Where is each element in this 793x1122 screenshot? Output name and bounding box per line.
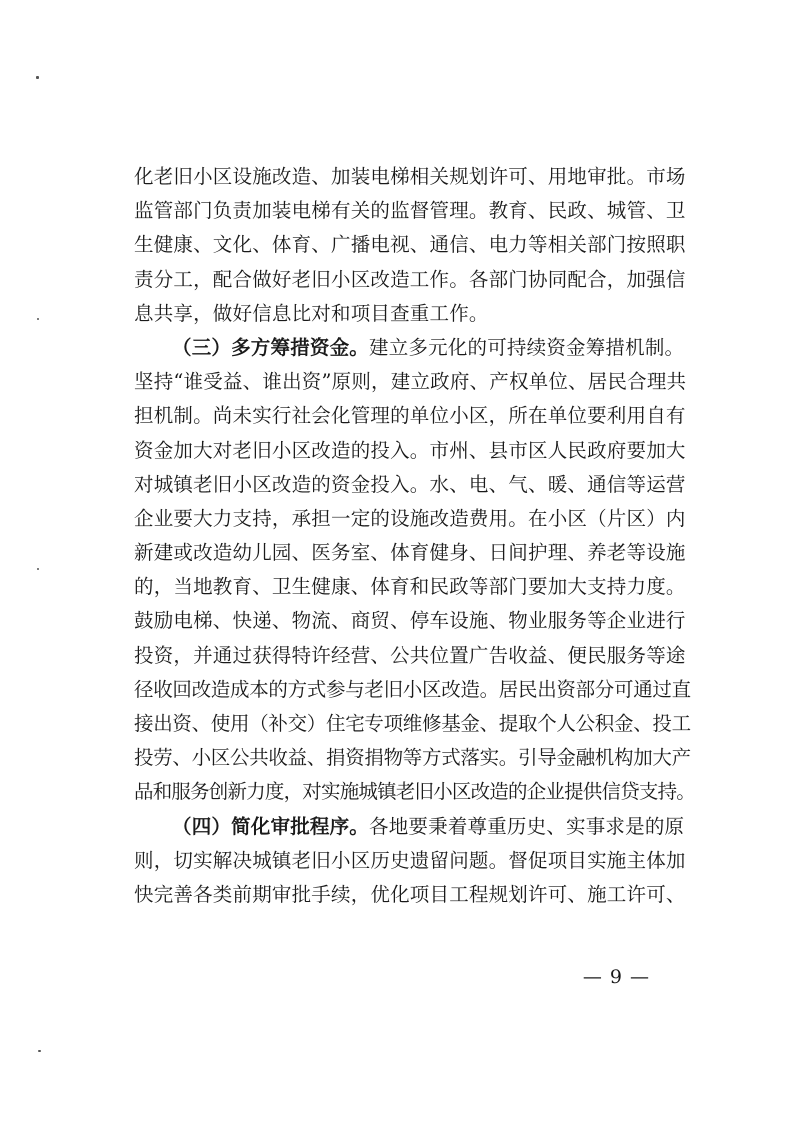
section-3-line: 担机制。尚未实行社会化管理的单位小区，所在单位要利用自有 — [134, 404, 686, 428]
scan-speck — [37, 568, 39, 570]
section-3-first-line-text: 建立多元化的可持续资金筹措机制。 — [369, 335, 685, 359]
section-3-heading: （三）多方筹措资金。 — [172, 335, 370, 359]
page-number: — 9 — — [582, 966, 650, 988]
section-3-line: 投资，并通过获得特许经营、公共位置广告收益、便民服务等途 — [134, 643, 686, 667]
paragraph-line: 责分工，配合做好老旧小区改造工作。各部门协同配合，加强信 — [134, 267, 686, 291]
section-3-line: 坚持“谁受益、谁出资”原则，建立政府、产权单位、居民合理共 — [134, 370, 687, 394]
section-3-line: 企业要大力支持，承担一定的设施改造费用。在小区（片区）内 — [134, 506, 686, 530]
section-4-first-line — [134, 810, 685, 844]
paragraph-line: 息共享，做好信息比对和项目查重工作。 — [134, 301, 489, 325]
section-4-line: 快完善各类前期审批手续，优化项目工程规划许可、施工许可、 — [134, 882, 686, 906]
section-3-first-line — [134, 331, 685, 365]
scan-speck — [37, 318, 39, 320]
scan-speck — [36, 76, 39, 79]
section-3-line: 对城镇老旧小区改造的资金投入。水、电、气、暖、通信等运营 — [134, 472, 686, 496]
paragraph-line: 生健康、文化、体育、广播电视、通信、电力等相关部门按照职 — [134, 233, 686, 257]
section-4-heading: （四）简化审批程序。 — [172, 814, 370, 838]
scan-speck — [38, 1050, 41, 1052]
paragraph-line: 监管部门负责加装电梯有关的监督管理。教育、民政、城管、卫 — [134, 199, 686, 223]
section-3-line: 投劳、小区公共收益、捐资捐物等方式落实。引导金融机构加大产 — [134, 746, 691, 770]
section-4-line: 则，切实解决城镇老旧小区历史遗留问题。督促项目实施主体加 — [134, 848, 686, 872]
section-4-first-line-text: 各地要秉着尊重历史、实事求是的原 — [369, 814, 685, 838]
paragraph-line: 化老旧小区设施改造、加装电梯相关规划许可、用地审批。市场 — [134, 165, 686, 188]
section-3-line: 接出资、使用（补交）住宅专项维修基金、提取个人公积金、投工 — [134, 712, 691, 735]
section-3-line: 品和服务创新力度，对实施城镇老旧小区改造的企业提供信贷支持。 — [134, 780, 696, 804]
body-text — [134, 160, 696, 912]
section-3-line: 新建或改造幼儿园、医务室、体育健身、日间护理、养老等设施 — [134, 541, 686, 565]
section-3-line: 鼓励电梯、快递、物流、商贸、停车设施、物业服务等企业进行 — [134, 609, 686, 633]
section-3-line: 径收回改造成本的方式参与老旧小区改造。居民出资部分可通过直 — [134, 677, 691, 701]
section-3-line: 资金加大对老旧小区改造的投入。市州、县市区人民政府要加大 — [134, 438, 686, 462]
section-3-line: 的，当地教育、卫生健康、体育和民政等部门要加大支持力度。 — [134, 575, 686, 599]
